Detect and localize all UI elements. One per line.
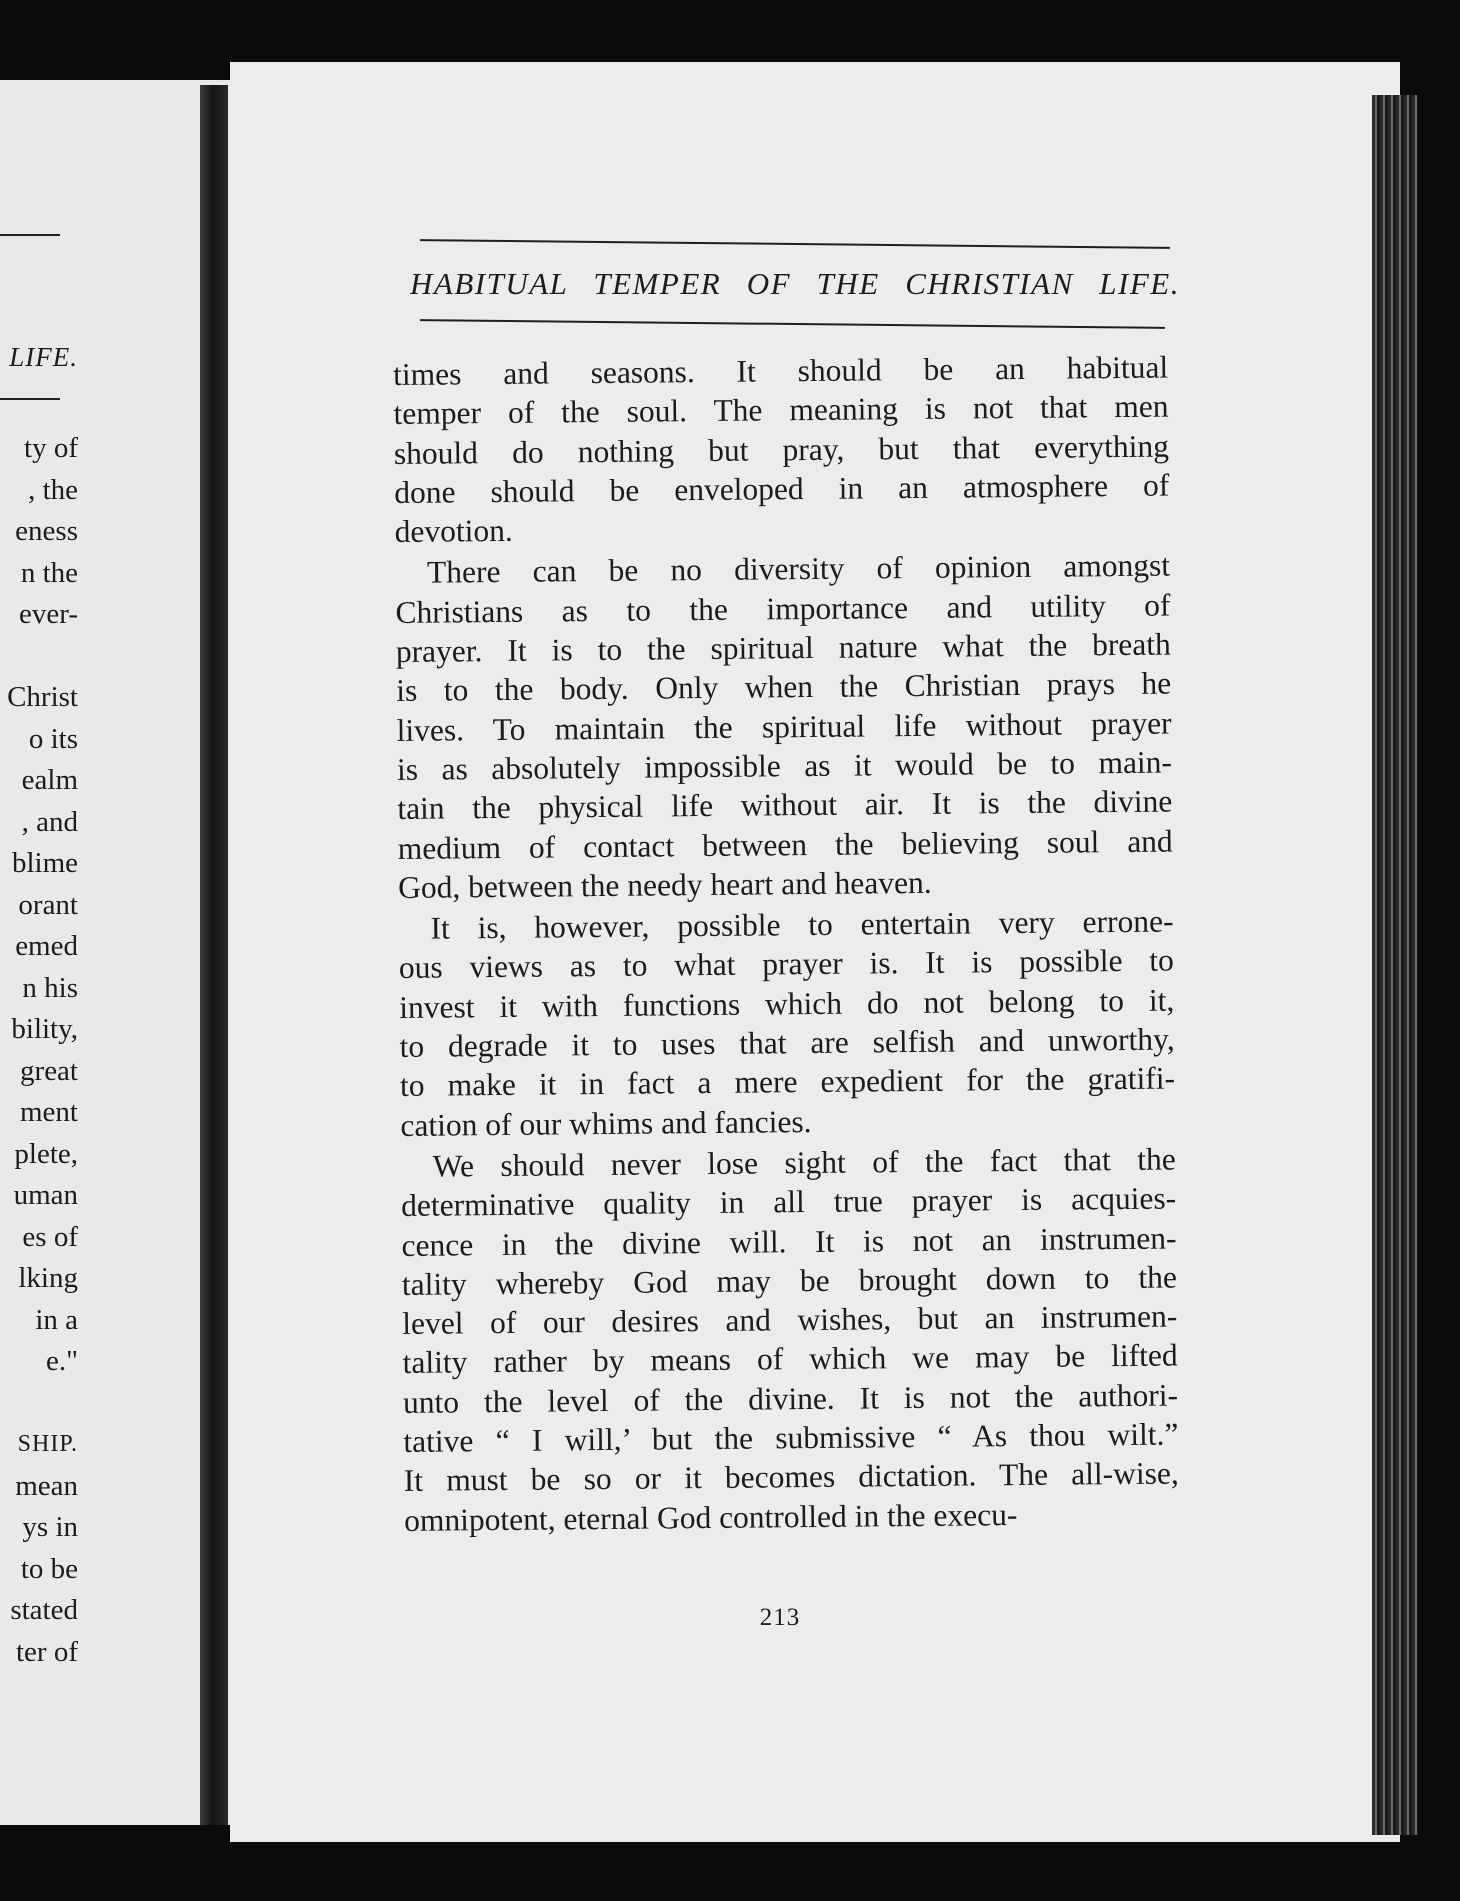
- left-text-line: plete,: [14, 1137, 78, 1170]
- text-line: devotion.: [394, 513, 513, 550]
- left-text-line: , the: [28, 473, 78, 506]
- text-line: temper of the soul. The meaning is not that men: [393, 388, 1169, 432]
- left-text-line: stated: [10, 1594, 78, 1626]
- text-line: done should be enveloped in an atmosphere of: [394, 467, 1170, 510]
- left-text-line: blime: [11, 847, 78, 879]
- text-line: ous views as to what prayer is. It is possible to: [398, 942, 1175, 986]
- left-text-line: eness: [15, 515, 78, 547]
- left-text-line: ever-: [19, 598, 78, 630]
- left-text-line: orant: [18, 888, 78, 921]
- left-text-line: mean: [15, 1469, 78, 1502]
- text-line: is to the body. Only when the Christian prays he: [396, 665, 1172, 709]
- paragraph: [398, 902, 1175, 1145]
- left-text-line: n his: [22, 971, 78, 1004]
- text-line: There can be no diversity of opinion amongst: [426, 548, 1171, 591]
- left-running-head: LIFE.: [9, 342, 78, 372]
- left-text-line: ealm: [21, 764, 78, 796]
- left-header-rule-bottom: [0, 398, 60, 400]
- left-text-line: SHIP.: [17, 1431, 78, 1457]
- paragraph: [401, 1139, 1180, 1539]
- text-line: prayer. It is to the spiritual nature what the breath: [395, 626, 1171, 670]
- text-line: We should never lose sight of the fact that the: [432, 1141, 1176, 1184]
- book-gutter: [200, 85, 228, 1825]
- text-line: medium of contact between the believing soul and: [397, 823, 1173, 866]
- paragraph: [393, 348, 1170, 552]
- left-text-line: , and: [21, 805, 78, 838]
- left-text-line: ty of: [24, 432, 78, 464]
- left-text-line: bility,: [11, 1013, 78, 1045]
- left-text-line: [0, 636, 78, 678]
- left-text-line: in a: [35, 1303, 78, 1336]
- text-line: level of our desires and wishes, but an instrumen-: [402, 1298, 1178, 1342]
- text-line: omnipotent, eternal God controlled in the execu-: [404, 1496, 1018, 1538]
- text-line: God, between the needy heart and heaven.: [397, 864, 932, 905]
- left-text-line: ys in: [22, 1511, 78, 1543]
- left-text-line: n the: [20, 556, 78, 589]
- paragraph: [395, 546, 1173, 907]
- text-line: is as absolutely impossible as it would be to main-: [396, 744, 1173, 787]
- text-line: It is, however, possible to entertain very errone-: [430, 903, 1174, 946]
- text-line: cation of our whims and fancies.: [400, 1103, 812, 1143]
- left-text-line: o its: [28, 722, 78, 755]
- text-line: tain the physical life without air. It is the divine: [397, 783, 1173, 827]
- text-line: to degrade it to uses that are selfish and unworthy,: [399, 1021, 1175, 1065]
- text-line: should do nothing but pray, but that everything: [393, 428, 1170, 471]
- text-line: to make it in fact a mere expedient for the gratifi-: [399, 1060, 1176, 1104]
- text-line: tative “ I will,’ but the submissive “ As thou wilt.”: [403, 1416, 1179, 1459]
- left-header-rule-top: [0, 234, 60, 236]
- left-text-line: uman: [13, 1179, 78, 1211]
- text-line: unto the level of the divine. It is not the authori-: [402, 1377, 1179, 1420]
- page-number: 213: [759, 1604, 801, 1631]
- body-text: [393, 348, 1179, 1542]
- left-text-line: to be: [20, 1552, 78, 1585]
- left-text-line: great: [20, 1054, 78, 1087]
- left-text-line: emed: [15, 930, 78, 962]
- left-text-line: lking: [18, 1262, 78, 1294]
- left-text-line: es of: [22, 1220, 78, 1253]
- text-line: tality whereby God may be brought down to the: [401, 1259, 1178, 1302]
- left-text-line: e.": [46, 1345, 78, 1377]
- left-facing-page: [0, 80, 232, 1825]
- text-line: invest it with functions which do not belong to it,: [399, 982, 1175, 1025]
- text-line: Christians as to the importance and utility of: [395, 587, 1171, 630]
- text-line: It must be so or it becomes dictation. The all-wise,: [403, 1455, 1179, 1499]
- left-text-line: ment: [20, 1096, 78, 1128]
- left-text-line: ter of: [16, 1635, 78, 1668]
- text-line: lives. To maintain the spiritual life without prayer: [396, 705, 1172, 748]
- left-text-line: Christ: [7, 681, 78, 713]
- running-head: HABITUAL TEMPER OF THE CHRISTIAN LIFE.: [410, 266, 1180, 301]
- text-line: determinative quality in all true prayer is acquies-: [400, 1180, 1177, 1224]
- text-line: times and seasons. It should be an habitual: [393, 349, 1169, 392]
- left-page-text: [0, 428, 78, 1673]
- left-text-line: [0, 1383, 78, 1425]
- text-line: cence in the divine will. It is not an instrumen-: [401, 1220, 1177, 1263]
- text-line: tality rather by means of which we may be lifted: [402, 1337, 1178, 1381]
- page-edges: [1372, 95, 1418, 1835]
